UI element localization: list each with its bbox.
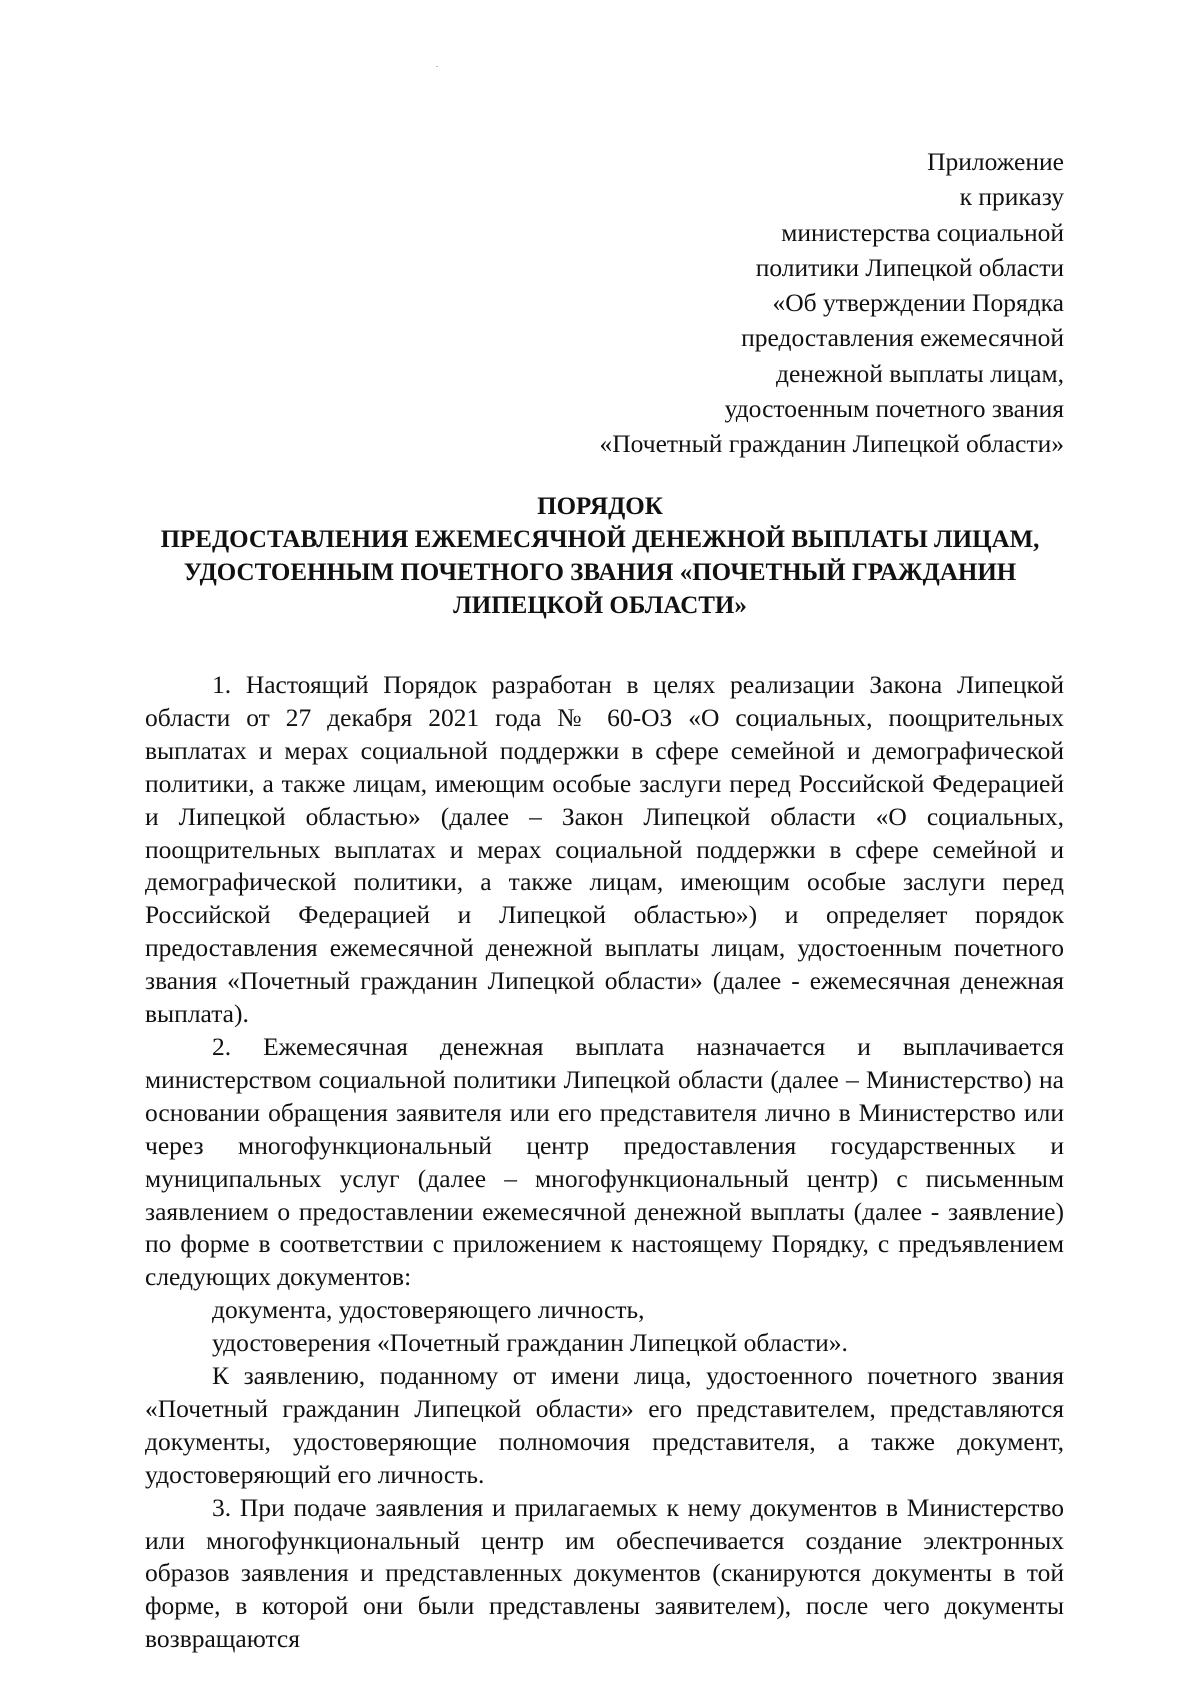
paragraph-2: 2. Ежемесячная денежная выплата назначается и выплачивается министерством социальной политики Липецкой области (далее – Министерство) на основании обращения заявителя или его представителя лично в Министерство или через многофункциональный центр предоставления государственных и муниципальных услуг (далее – многофункциональный центр) с письменным заявлением о предоставлении ежемесячной денежной выплаты (далее - заявление) по форме в соответствии с приложением к настоящему Порядку, с предъявлением следующих документов:	[145, 1031, 1064, 1292]
paragraph-1: 1. Настоящий Порядок разработан в целях реализации Закона Липецкой области от 27 декабря 2021 года № 60-ОЗ «О социальных, поощрительных выплатах и мерах социальной поддержки в сфере семейной и демографической политики, а также лицам, имеющим особые заслуги перед Российской Федерацией и Липецкой областью» (далее – Закон Липецкой области «О социальных, поощрительных выплатах и мерах социальной поддержки в сфере семейной и демографической политики, а также лицам, имеющим особые заслуги перед Российской Федерацией и Липецкой областью») и определяет порядок предоставления ежемесячной денежной выплаты лицам, удостоенным почетного звания «Почетный гражданин Липецкой области» (далее - ежемесячная денежная выплата).	[145, 670, 1064, 1029]
appendix-line: политики Липецкой области	[755, 252, 1064, 282]
paragraph-document-item: удостоверения «Почетный гражданин Липецкой области».	[212, 1328, 848, 1358]
title-line: УДОСТОЕННЫМ ПОЧЕТНОГО ЗВАНИЯ «ПОЧЕТНЫЙ ГРАЖДАНИН	[183, 559, 1017, 586]
appendix-line: предоставления ежемесячной	[741, 323, 1064, 353]
document-body	[145, 669, 1064, 1656]
title-line: ПРЕДОСТАВЛЕНИЯ ЕЖЕМЕСЯЧНОЙ ДЕНЕЖНОЙ ВЫПЛАТЫ ЛИЦАМ,	[160, 526, 1040, 553]
paragraph-representative: К заявлению, поданному от имени лица, удостоенного почетного звания «Почетный гражданин Липецкой области» его представителем, представляются документы, удостоверяющие полномочия представителя, а также документ, удостоверяющий его личность.	[145, 1361, 1064, 1489]
appendix-line: «Об утверждении Порядка	[772, 288, 1064, 318]
document-title	[140, 490, 1060, 622]
title-line: ЛИПЕЦКОЙ ОБЛАСТИ»	[453, 592, 747, 619]
appendix-line: «Почетный гражданин Липецкой области»	[599, 429, 1064, 459]
appendix-header	[504, 144, 1064, 462]
title-line: ПОРЯДОК	[537, 493, 663, 520]
appendix-line: министерства социальной	[781, 217, 1064, 247]
appendix-line: Приложение	[927, 147, 1064, 176]
appendix-line: удостоенным почетного звания	[724, 394, 1064, 424]
scan-artifact	[436, 66, 438, 67]
appendix-line: к приказу	[959, 182, 1064, 212]
appendix-line: денежной выплаты лицам,	[776, 358, 1064, 388]
paragraph-document-item: документа, удостоверяющего личность,	[212, 1295, 645, 1325]
paragraph-3: 3. При подаче заявления и прилагаемых к нему документов в Министерство или многофункциональный центр им обеспечивается создание электронных образов заявления и представленных документов (сканируются документы в той форме, в которой они были представлены заявителем), после чего документы возвращаются	[145, 1492, 1064, 1654]
